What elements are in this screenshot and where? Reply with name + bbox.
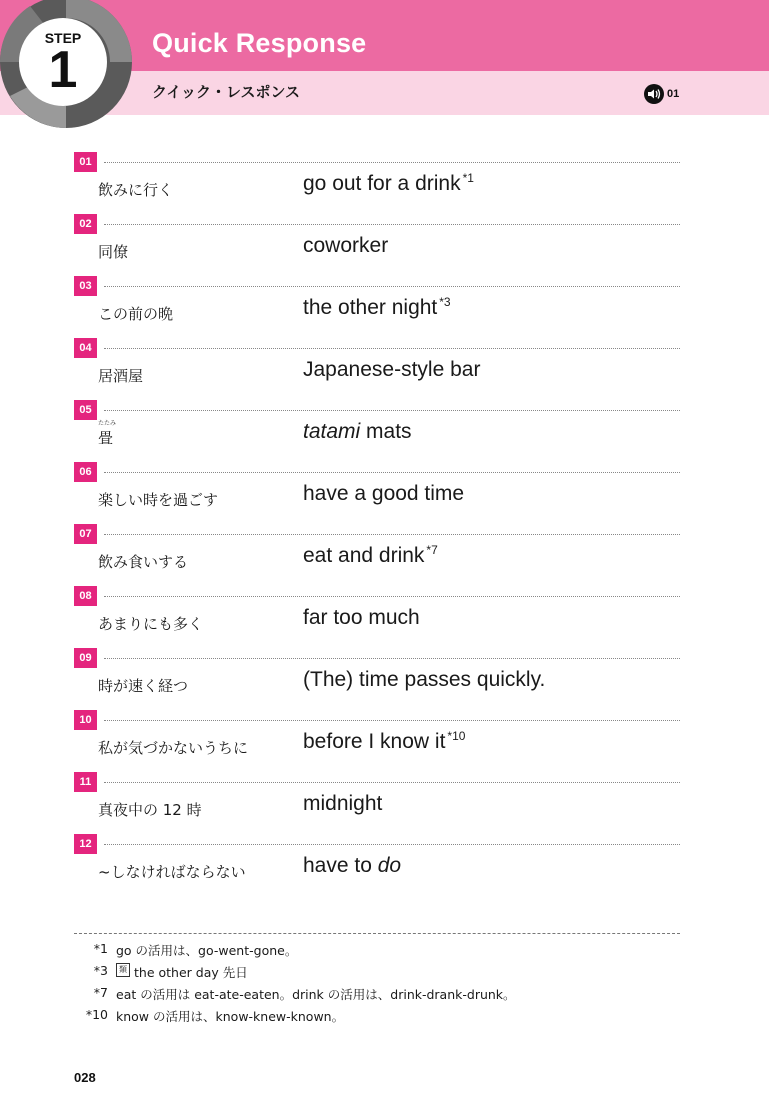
english-text: go out for a drink: [303, 172, 461, 195]
page-title: Quick Response: [152, 28, 367, 58]
english-text: (The) time passes quickly.: [303, 668, 546, 691]
japanese-phrase: 時が速く経つ: [98, 677, 189, 695]
japanese-phrase: 飲み食いする: [98, 553, 189, 571]
item-number: 03: [74, 276, 97, 296]
footnote-mark: *3: [93, 963, 108, 978]
item-number: 07: [74, 524, 97, 544]
english-text: have a good time: [303, 482, 465, 505]
english-phrase: [303, 358, 480, 382]
list-item: [74, 772, 680, 834]
japanese-phrase: 真夜中の 12 時: [98, 801, 202, 819]
item-number: 10: [74, 710, 97, 730]
footnote-ref[interactable]: *10: [447, 729, 466, 743]
english-phrase: [303, 234, 388, 258]
english-phrase: [303, 854, 401, 878]
item-number: 08: [74, 586, 97, 606]
list-item: [74, 834, 680, 896]
footnote-ref[interactable]: *3: [439, 295, 451, 309]
dotted-divider: [104, 348, 680, 349]
list-item: [74, 276, 680, 338]
footnote-mark: *7: [93, 985, 108, 1000]
list-item: [74, 400, 680, 462]
list-item: [74, 338, 680, 400]
item-number: 01: [74, 152, 97, 172]
dotted-divider: [104, 286, 680, 287]
japanese-phrase: あまりにも多く: [98, 615, 204, 633]
footnote-mark: *1: [93, 941, 108, 956]
dotted-divider: [104, 534, 680, 535]
footnote-text: know の活用は、know-knew-known。: [116, 1009, 345, 1024]
english-text: far too much: [303, 606, 420, 629]
page-subtitle: クイック・レスポンス: [152, 83, 301, 101]
list-item: [74, 524, 680, 586]
dotted-divider: [104, 782, 680, 783]
japanese-phrase: 同僚: [98, 243, 129, 261]
list-item: [74, 710, 680, 772]
item-number: 12: [74, 834, 97, 854]
english-italic: tatami: [303, 420, 361, 443]
english-text: before I know it: [303, 730, 446, 753]
footnote-mark: *10: [85, 1007, 108, 1022]
footnote-text: go の活用は、go-went-gone。: [116, 943, 298, 958]
japanese-phrase: ~しなければならない: [98, 863, 246, 881]
english-phrase: [303, 606, 420, 630]
item-number: 11: [74, 772, 97, 792]
item-number: 04: [74, 338, 97, 358]
list-item: [74, 152, 680, 214]
dotted-divider: [104, 596, 680, 597]
english-text: mats: [360, 420, 412, 443]
dotted-divider: [104, 658, 680, 659]
english-phrase: [303, 730, 465, 754]
dotted-divider: [104, 224, 680, 225]
dotted-divider: [104, 844, 680, 845]
japanese-phrase: 楽しい時を過ごす: [98, 491, 219, 509]
audio-icon: [644, 84, 664, 104]
dotted-divider: [104, 410, 680, 411]
item-number: 05: [74, 400, 97, 420]
english-phrase: [303, 482, 464, 506]
footnote-text: the other day 先日: [134, 965, 248, 980]
english-text: have to: [303, 854, 378, 877]
item-number: 06: [74, 462, 97, 482]
footnote-text: eat の活用は eat-ate-eaten。drink の活用は、drink-drank-drunk。: [116, 987, 516, 1002]
english-phrase: [303, 420, 412, 444]
english-phrase: [303, 792, 382, 816]
footnote: [74, 963, 248, 981]
furigana: たたみ: [98, 420, 117, 427]
footnote-separator: [74, 933, 680, 934]
english-text: midnight: [303, 792, 383, 815]
item-number: 02: [74, 214, 97, 234]
page-number: 028: [74, 1070, 96, 1085]
japanese-phrase: 畳: [98, 429, 114, 447]
footnote: [74, 941, 297, 959]
dotted-divider: [104, 162, 680, 163]
dotted-divider: [104, 472, 680, 473]
footnote-ref[interactable]: *1: [462, 171, 474, 185]
japanese-phrase: 居酒屋: [98, 367, 144, 385]
english-text: Japanese-style bar: [303, 358, 481, 381]
footnote: [74, 1007, 344, 1025]
step-number: 1: [48, 41, 78, 99]
audio-track-number: 01: [667, 88, 680, 100]
footnote: [74, 985, 516, 1003]
audio-track-button[interactable]: [644, 84, 679, 104]
japanese-phrase: 私が気づかないうちに: [98, 739, 249, 757]
japanese-phrase: 飲みに行く: [98, 181, 174, 199]
english-phrase: [303, 544, 438, 568]
list-item: [74, 586, 680, 648]
step-label: STEP: [44, 30, 82, 46]
dotted-divider: [104, 720, 680, 721]
japanese-phrase: この前の晩: [98, 305, 174, 323]
item-number: 09: [74, 648, 97, 668]
english-phrase: [303, 296, 451, 320]
english-text: the other night: [303, 296, 438, 319]
list-item: [74, 214, 680, 276]
english-phrase: [303, 668, 545, 692]
english-phrase: [303, 172, 474, 196]
english-text: coworker: [303, 234, 389, 257]
list-item: [74, 648, 680, 710]
list-item: [74, 462, 680, 524]
related-word-icon: 類: [116, 963, 130, 977]
footnote-ref[interactable]: *7: [426, 543, 438, 557]
english-text: eat and drink: [303, 544, 425, 567]
english-italic: do: [377, 854, 402, 877]
